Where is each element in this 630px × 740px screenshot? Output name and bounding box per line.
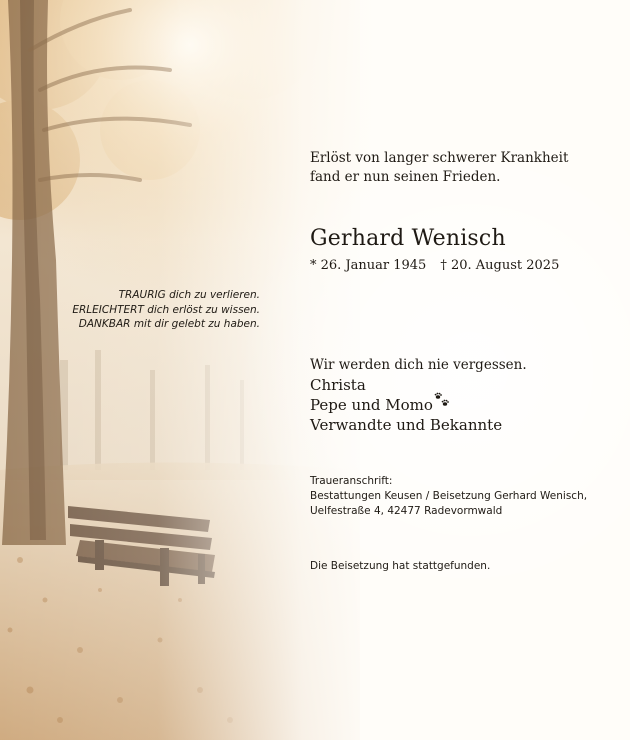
burial-note: Die Beisetzung hat stattgefunden. (310, 560, 491, 572)
funeral-address (310, 474, 587, 519)
address-line-2: Uelfestraße 4, 42477 Radevormwald (310, 505, 503, 517)
mourner-item-label: Pepe und Momo (310, 396, 433, 414)
quote-text: dich erlöst zu wissen. (143, 303, 260, 316)
quote-block (72, 288, 260, 332)
quote-line-1 (72, 288, 260, 303)
deceased-name: Gerhard Wenisch (310, 226, 506, 251)
intro-text (310, 149, 568, 187)
farewell-text: Wir werden dich nie vergessen. (310, 357, 527, 373)
address-line-1: Bestattungen Keusen / Beisetzung Gerhard Wenisch, (310, 490, 588, 502)
intro-line-2: fand er nun seinen Frieden. (310, 169, 501, 185)
address-label: Traueranschrift: (310, 475, 393, 487)
paw-prints-icon (434, 392, 450, 410)
quote-line-2 (72, 303, 260, 318)
quote-keyword: TRAURIG (118, 289, 166, 301)
quote-text: mit dir gelebt zu haben. (130, 318, 260, 330)
quote-keyword: DANKBAR (78, 318, 131, 330)
quote-text: dich zu verlieren. (165, 289, 260, 301)
intro-line-1: Erlöst von langer schwerer Krankheit (310, 150, 569, 166)
mourner-item: Verwandte und Bekannte (310, 416, 503, 434)
life-dates (310, 257, 559, 274)
death-date: † 20. August 2025 (440, 258, 560, 273)
quote-keyword: ERLEICHTERT (72, 303, 144, 316)
quote-line-3 (72, 317, 260, 332)
mourner-item (310, 395, 502, 415)
mourners-list (310, 375, 502, 435)
birth-date: * 26. Januar 1945 (310, 258, 427, 273)
mourner-item: Christa (310, 376, 366, 394)
